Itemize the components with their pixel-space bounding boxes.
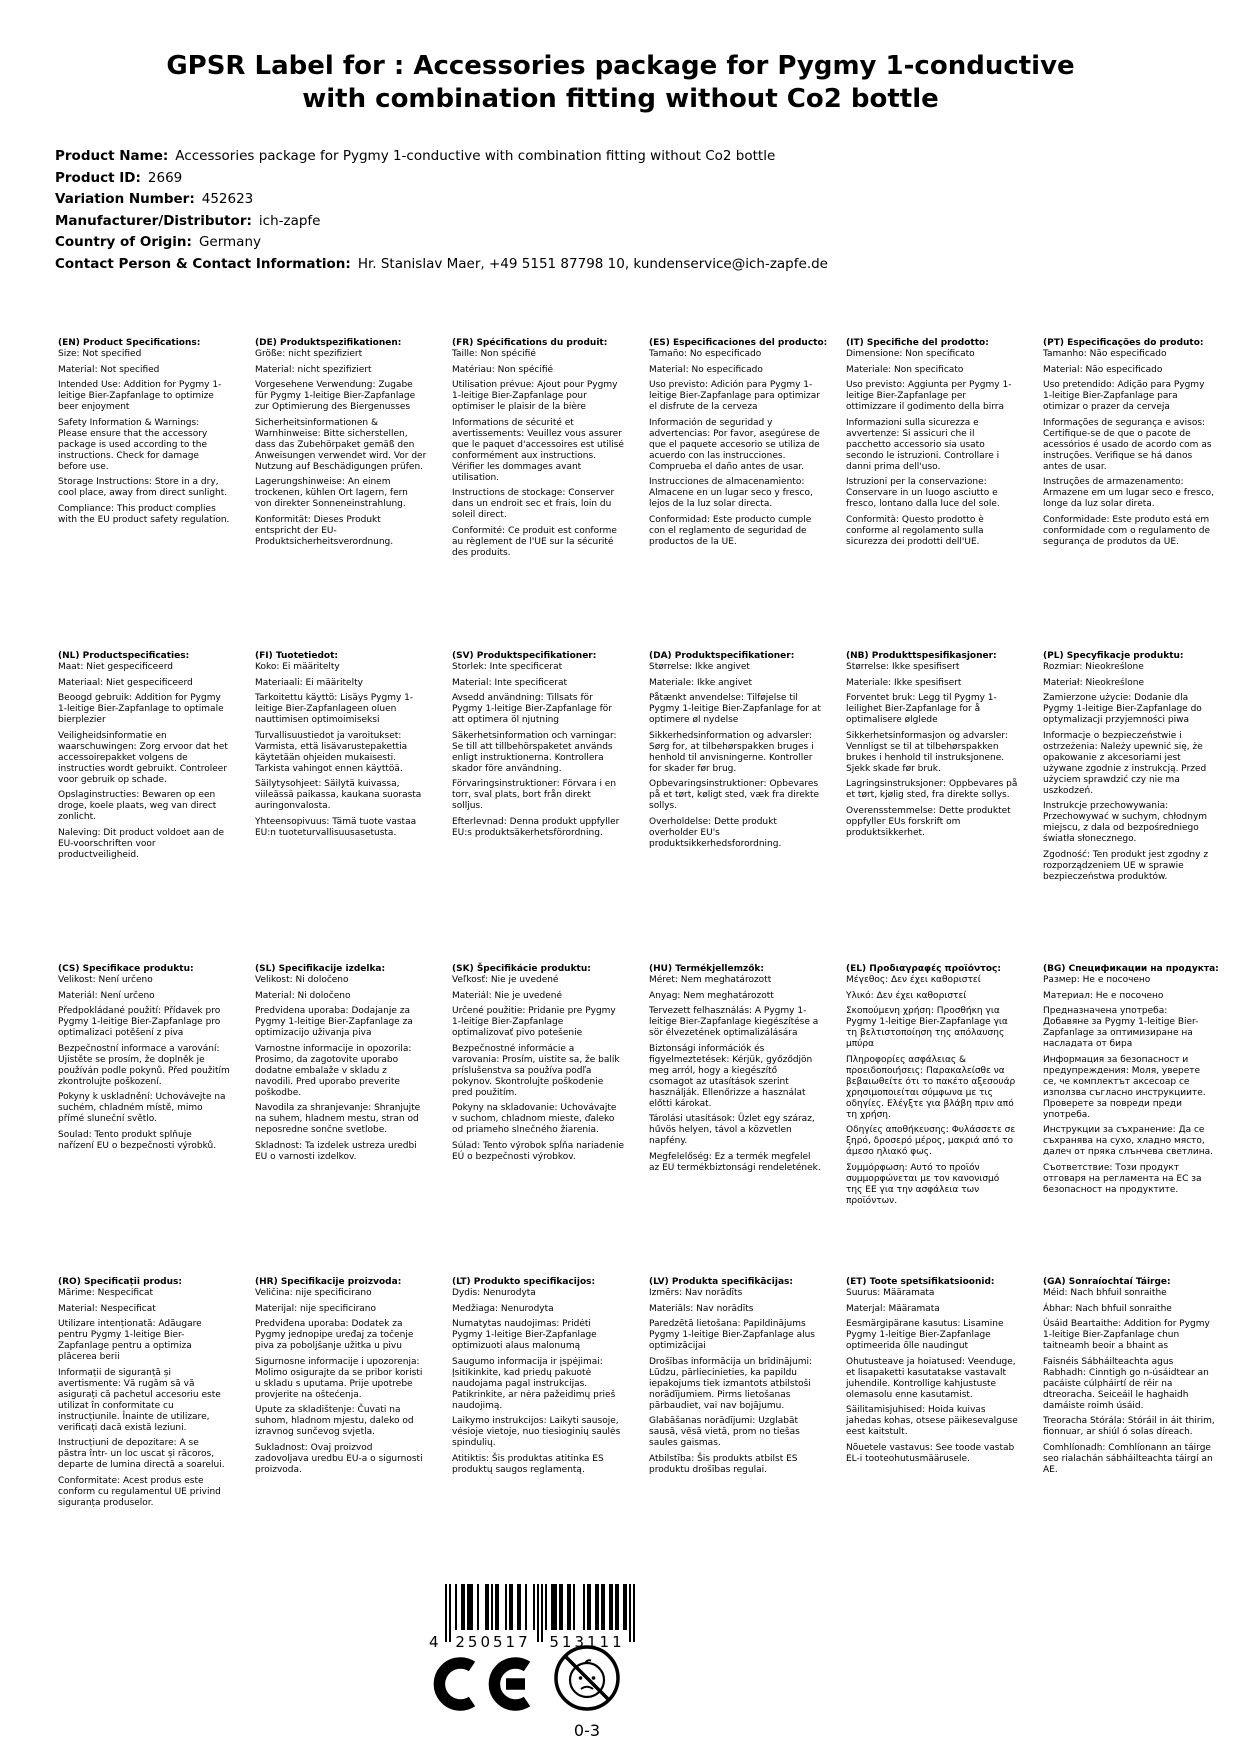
- language-block-bg: [1043, 964, 1219, 1200]
- spec-item: Pokyny k uskladnění: Uchovávejte na suchém, chladném místě, mimo přímé sluneční světlo.: [58, 1092, 226, 1124]
- spec-item: Tamanho: Não especificado: [1043, 349, 1167, 359]
- spec-item: Intended Use: Addition for Pygmy 1-leitige Bier-Zapfanlage to optimize beer enjoyment: [58, 380, 222, 412]
- spec-item: Numatytas naudojimas: Pridėti Pygmy 1-leitige Bier-Zapfanlage optimizuoti alaus malonumą: [452, 1319, 597, 1351]
- spec-item: Faisnéis Sábháilteachta agus Rabhadh: Cinntigh go n-úsáidtear an pacáiste cúlpháirtí de réir na dtreoracha. Seiceáil le haghaidh damáiste roimh úsáid.: [1043, 1356, 1209, 1411]
- spec-item: Uso previsto: Adición para Pygmy 1-leitige Bier-Zapfanlage para optimizar el disfrute de la cerveza: [649, 380, 820, 412]
- spec-item: Utilizare intenționată: Adăugare pentru Pygmy 1-leitige Bier-Zapfanlage pentru a optimiza plăcerea berii: [58, 1319, 202, 1362]
- spec-item: Předpokládané použití: Přídavek pro Pygmy 1-leitige Bier-Zapfanlage pro optimalizaci potěšení z piva: [58, 1006, 221, 1038]
- spec-item: Určené použitie: Pridanie pre Pygmy 1-leitige Bier-Zapfanlage optimalizovať pivo potešenie: [452, 1006, 616, 1038]
- language-block-lv: [649, 1277, 821, 1480]
- spec-item: Overensstemmelse: Dette produktet oppfyller EUs forskrift om produktsikkerhet.: [846, 805, 1011, 838]
- language-block-heading: (EN) Product Specifications:: [58, 338, 201, 348]
- spec-item: Säilitamisjuhised: Hoida kuivas jahedas kohas, otsese päikesevalguse eest kaitstult.: [846, 1405, 1018, 1437]
- spec-item: Informazioni sulla sicurezza e avvertenze: Si assicuri che il pacchetto accessorio sia usato secondo le istruzioni. Controllare i danni prima dell'uso.: [846, 417, 1000, 472]
- spec-item: Megfelelőség: Ez a termék megfelel az EU termékbiztonsági rendeletének.: [649, 1151, 821, 1173]
- spec-item: Material: No especificado: [649, 364, 763, 375]
- barcode-left-digits: 250517: [455, 1633, 531, 1650]
- language-block-heading: (SK) Špecifikácie produktu:: [452, 964, 591, 974]
- spec-item: Yhteensopivuus: Tämä tuote vastaa EU:n tuoteturvallisuusasetusta.: [255, 816, 417, 838]
- spec-item: Material: Not specified: [58, 364, 160, 375]
- product-info-row: [55, 254, 828, 276]
- spec-item: Izmērs: Nav norādīts: [649, 1288, 743, 1298]
- product-info-row: [55, 168, 828, 190]
- spec-item: Súlad: Tento výrobok spĺňa nariadenie EÚ o bezpečnosti výrobkov.: [452, 1140, 625, 1162]
- spec-item: Navodila za shranjevanje: Shranjujte na suhem, hladnem mestu, stran od neposredne sončne svetlobe.: [255, 1103, 421, 1135]
- spec-item: Pokyny na skladovanie: Uchovávajte v suchom, chladnom mieste, ďaleko od priameho slnečného žiarenia.: [452, 1103, 617, 1135]
- product-info-row: [55, 211, 828, 233]
- spec-item: Säilytysohjeet: Säilytä kuivassa, viileässä paikassa, kaukana suorasta auringonvalosta.: [255, 779, 422, 811]
- spec-item: Størrelse: Ikke spesifisert: [846, 662, 960, 672]
- product-info-value: Hr. Stanislav Maer, +49 5151 87798 10, kundenservice@ich-zapfe.de: [357, 255, 828, 272]
- spec-item: Μέγεθος: Δεν έχει καθοριστεί: [846, 975, 981, 985]
- language-block-heading: (NL) Productspecificaties:: [58, 651, 190, 661]
- spec-item: Biztonsági információk és figyelmeztetések: Kérjük, győződjön meg arról, hogy a kiegészítő csomagot az utasítások szerint használják. Ellenőrizze a használat előtti károkat.: [649, 1043, 813, 1109]
- spec-item: Vorgesehene Verwendung: Zugabe für Pygmy 1-leitige Bier-Zapfanlage zur Optimierung des Biergenusses: [255, 380, 416, 412]
- spec-item: Säkerhetsinformation och varningar: Se till att tillbehörspaketet används enligt instruktionerna. Kontrollera skador före användning.: [452, 730, 617, 774]
- age-warning-label: 0-3: [573, 1721, 601, 1740]
- language-block-heading: (HR) Specifikacije proizvoda:: [255, 1277, 402, 1287]
- spec-item: Tervezett felhasználás: A Pygmy 1-leitige Bier-Zapfanlage kiegészítése a sör élvezetének optimalizálására: [649, 1006, 819, 1038]
- spec-item: Méret: Nem meghatározott: [649, 975, 772, 985]
- language-block-nb: [846, 651, 1018, 843]
- language-block-nl: [58, 651, 230, 865]
- spec-item: Taille: Non spécifié: [452, 349, 536, 359]
- spec-item: Instruções de armazenamento: Armazene em um lugar seco e fresco, longe da luz solar direta.: [1043, 477, 1214, 509]
- language-block-heading: (BG) Спецификации на продукта:: [1043, 964, 1219, 974]
- spec-item: Zgodność: Ten produkt jest zgodny z rozporządzeniem UE w sprawie bezpieczeństwa produktów.: [1043, 849, 1209, 882]
- language-block-it: [846, 338, 1018, 552]
- spec-item: Veiligheidsinformatie en waarschuwingen: Zorg ervoor dat het accessoirepakket volgens de instructies wordt gebruikt. Controleer voor gebruik op schade.: [58, 730, 228, 785]
- barcode-prefix-digit: 4: [429, 1633, 439, 1650]
- language-block-heading: (SV) Produktspecifikationer:: [452, 651, 597, 661]
- spec-item: Koko: Ei määritelty: [255, 662, 340, 672]
- language-block-fi: [255, 651, 427, 843]
- language-block-heading: (IT) Specifiche del prodotto:: [846, 338, 989, 348]
- language-block-heading: (NB) Produkttspesifikasjoner:: [846, 651, 997, 661]
- page-title-text: GPSR Label for : Accessories package for Pygmy 1-conductive with combination fitting without Co2 bottle: [166, 51, 1075, 114]
- spec-item: Instrucciones de almacenamiento: Almacene en un lugar seco y fresco, lejos de la luz solar directa.: [649, 477, 813, 509]
- spec-item: Material: Inte specificerat: [452, 677, 568, 688]
- spec-item: Material: Não especificado: [1043, 364, 1163, 375]
- spec-item: Påtænkt anvendelse: Tilføjelse til Pygmy 1-leitige Bier-Zapfanlage for at optimere øl nydelse: [649, 693, 821, 725]
- product-info-value: 2669: [147, 169, 183, 186]
- product-info-label: Country of Origin:: [55, 234, 192, 250]
- spec-item: Laikymo instrukcijos: Laikyti sausoje, vėsioje vietoje, nuo tiesioginių saulės spindulių.: [452, 1416, 621, 1448]
- product-info-row: [55, 189, 828, 211]
- language-block-heading: (DA) Produktspecifikationer:: [649, 651, 795, 661]
- spec-item: Οδηγίες αποθήκευσης: Φυλάσσετε σε ξηρό, δροσερό μέρος, μακριά από το άμεσο ηλιακό φως.: [846, 1125, 1016, 1157]
- spec-item: Uso pretendido: Adição para Pygmy 1-leitige Bier-Zapfanlage para otimizar o prazer da cerveja: [1043, 380, 1205, 412]
- spec-item: Méid: Nach bhfuil sonraithe: [1043, 1288, 1167, 1298]
- spec-item: Material: Nespecificat: [58, 1303, 156, 1314]
- spec-item: Informações de segurança e avisos: Certifique-se de que o pacote de acessórios é usado de acordo com as instruções. Verifique se há danos antes de usar.: [1043, 417, 1212, 472]
- spec-item: Eesmärgipärane kasutus: Lisamine Pygmy 1-leitige Bier-Zapfanlage optimeerida õlle naudingut: [846, 1319, 1004, 1351]
- product-info-value: Germany: [198, 234, 261, 250]
- spec-item: Инструкции за съхранение: Да се съхранява на сухо, хладно място, далеч от пряка слънчева светлина.: [1043, 1125, 1214, 1157]
- spec-item: Material: Ni določeno: [255, 990, 351, 1001]
- product-info-value: 452623: [201, 191, 254, 207]
- spec-item: Información de seguridad y advertencias: Por favor, asegúrese de que el paquete accesorio se utiliza de acuerdo con las instrucciones. Comprueba el daño antes de usar.: [649, 417, 820, 472]
- language-block-heading: (SL) Specifikacije izdelka:: [255, 964, 386, 974]
- spec-item: Materiał: Nieokreślone: [1043, 677, 1144, 688]
- language-block-heading: (FI) Tuotetiedot:: [255, 651, 339, 661]
- language-block-fr: [452, 338, 624, 563]
- language-block-et: [846, 1277, 1018, 1469]
- language-block-heading: (ES) Especificaciones del producto:: [649, 338, 828, 348]
- spec-item: Zamierzone użycie: Dodanie dla Pygmy 1-leitige Bier-Zapfanlage do optymalizacji przyjemności piwa: [1043, 693, 1202, 725]
- spec-item: Materiaali: Ei määritelty: [255, 677, 363, 688]
- spec-item: Saugumo informacija ir įspėjimai: Įsitikinkite, kad priedų pakuotė naudojama pagal instrukcijas. Patikrinkite, ar nėra pažeidimų prieš naudojimą.: [452, 1356, 616, 1411]
- spec-item: Conformidade: Este produto está em conformidade com o regulamento de segurança de produtos da UE.: [1043, 514, 1211, 547]
- spec-item: Conformità: Questo prodotto è conforme al regolamento sulla sicurezza dei prodotti dell'UE.: [846, 514, 984, 547]
- spec-item: Lagringsinstruksjoner: Oppbevares på et tørt, kjølig sted, fra direkte sollys.: [846, 779, 1018, 800]
- spec-item: Mărime: Nespecificat: [58, 1288, 153, 1298]
- spec-item: Sukladnost: Ovaj proizvod zadovoljava uredbu EU-a o sigurnosti proizvoda.: [255, 1442, 423, 1475]
- spec-item: Størrelse: Ikke angivet: [649, 662, 750, 672]
- spec-item: Beoogd gebruik: Addition for Pygmy 1-leitige Bier-Zapfanlage to optimale bierplezier: [58, 693, 224, 725]
- product-info-label: Variation Number:: [55, 191, 195, 207]
- language-block-heading: (HU) Termékjellemzők:: [649, 964, 765, 974]
- spec-item: Storlek: Inte specificerat: [452, 662, 563, 672]
- spec-item: Uso previsto: Aggiunta per Pygmy 1-leitige Bier-Zapfanlage per ottimizzare il godimento della birra: [846, 380, 1012, 412]
- spec-item: Materiale: Ikke spesifisert: [846, 677, 962, 688]
- spec-item: Veličina: nije specificirano: [255, 1288, 372, 1298]
- language-block-heading: (CS) Specifikace produktu:: [58, 964, 194, 974]
- spec-item: Συμμόρφωση: Αυτό το προϊόν συμμορφώνεται με τον κανονισμό της ΕΕ για την ασφάλεια των προϊόντων.: [846, 1162, 1000, 1206]
- product-info-value: ich-zapfe: [258, 212, 321, 229]
- spec-item: Предназначена употреба: Добавяне за Pygmy 1-leitige Bier-Zapfanlage за оптимизиране на насладата от бира: [1043, 1006, 1199, 1049]
- spec-item: Rozmiar: Nieokreślone: [1043, 662, 1144, 672]
- spec-item: Naleving: Dit product voldoet aan de EU-voorschriften voor productveiligheid.: [58, 827, 225, 860]
- language-block-el: [846, 964, 1018, 1211]
- spec-item: Overholdelse: Dette produkt overholder EU's produktsikkerhedsforordning.: [649, 816, 782, 849]
- spec-item: Avsedd användning: Tillsats för Pygmy 1-leitige Bier-Zapfanlage för att optimera öl njutning: [452, 693, 612, 725]
- spec-item: Materiale: Non specificato: [846, 364, 964, 375]
- spec-item: Matériau: Non spécifié: [452, 364, 554, 375]
- language-block-heading: (PT) Especificações do produto:: [1043, 338, 1204, 348]
- spec-item: Materiale: Ikke angivet: [649, 677, 752, 688]
- spec-item: Materiaal: Niet gespecificeerd: [58, 677, 193, 688]
- spec-item: Sigurnosne informacije i upozorenja: Molimo osigurajte da se pribor koristi u skladu s uputama. Prije upotrebe provjerite na oštećenja.: [255, 1356, 423, 1400]
- spec-item: Conformité: Ce produit est conforme au règlement de l'UE sur la sécurité des produits.: [452, 525, 617, 558]
- spec-item: Velikost: Není určeno: [58, 975, 153, 985]
- product-info-row: [55, 146, 828, 168]
- language-block-heading: (EL) Προδιαγραφές προϊόντος:: [846, 964, 1001, 974]
- spec-item: Istruzioni per la conservazione: Conservare in un luogo asciutto e fresco, lontano dalla luce del sole.: [846, 477, 1000, 509]
- product-info-value: Accessories package for Pygmy 1-conductive with combination fitting without Co2 bottle: [175, 148, 776, 164]
- spec-item: Materiál: Nie je uvedené: [452, 990, 563, 1001]
- spec-item: Predviđena uporaba: Dodatek za Pygmy jednopipe uređaj za točenje piva za poboljšanje užitka u pivu: [255, 1319, 414, 1351]
- spec-item: Predvidena uporaba: Dodajanje za Pygmy 1-leitige Bier-Zapfanlage za optimizacijo uživanja piva: [255, 1006, 413, 1038]
- spec-item: Bezpečnostní informace a varování: Ujistěte se prosím, že doplněk je používán podle pokynů. Před použitím zkontrolujte poškození.: [58, 1043, 230, 1087]
- spec-item: Opbevaringsinstruktioner: Opbevares på et tørt, køligt sted, væk fra direkte sollys.: [649, 779, 820, 811]
- spec-item: Dydis: Nenurodyta: [452, 1288, 536, 1298]
- spec-item: Velikost: Ni določeno: [255, 975, 349, 985]
- spec-item: Tárolási utasítások: Üzlet egy száraz, hűvös helyen, távol a közvetlen napfény.: [649, 1114, 815, 1146]
- spec-item: Πληροφορίες ασφάλειας & προειδοποιήσεις: Παρακαλείσθε να βεβαιωθείτε ότι το πακέτο αξεσουάρ χρησιμοποιείται σύμφωνα με τις οδηγίες. Ελέγξτε για βλάβη πριν από τη χρήση.: [846, 1054, 1016, 1120]
- spec-item: Glabāšanas norādījumi: Uzglabāt sausā, vēsā vietā, prom no tiešas saules gaismas.: [649, 1416, 800, 1448]
- spec-item: Materjal: Määramata: [846, 1303, 940, 1314]
- spec-item: Maat: Niet gespecificeerd: [58, 662, 173, 672]
- product-info-label: Contact Person & Contact Information:: [55, 255, 351, 272]
- spec-item: Veľkosť: Nie je uvedené: [452, 975, 559, 985]
- product-info-label: Product ID:: [55, 169, 141, 186]
- spec-item: Informations de sécurité et avertissements: Veuillez vous assurer que le paquet d'accessoires est utilisé conformément aux instructions. Vérifier les dommages avant utilisation.: [452, 417, 624, 483]
- spec-item: Informații de siguranță și avertismente: Vă rugăm să vă asigurați că pachetul accesoriu este utilizat în conformitate cu instrucțiunile. Înainte de utilizare, verificați dacă există leziuni.: [58, 1367, 221, 1433]
- language-block-heading: (LT) Produkto specifikacijos:: [452, 1277, 596, 1287]
- spec-item: Compliance: This product complies with the EU product safety regulation.: [58, 503, 230, 525]
- spec-item: Ábhar: Nach bhfuil sonraithe: [1043, 1303, 1172, 1314]
- language-block-sk: [452, 964, 624, 1167]
- spec-item: Größe: nicht spezifiziert: [255, 349, 363, 359]
- language-block-sl: [255, 964, 427, 1167]
- spec-item: Σκοπούμενη χρήση: Προσθήκη για Pygmy 1-leitige Bier-Zapfanlage για τη βελτιστοποίηση της απόλαυσης μπύρα: [846, 1006, 1008, 1049]
- spec-item: Informacje o bezpieczeństwie i ostrzeżenia: Należy upewnić się, że opakowanie z akcesoriami jest używane zgodnie z instrukcją. Przed użyciem sprawdzić czy nie ma uszkodzeń.: [1043, 730, 1207, 796]
- spec-item: Lagerungshinweise: An einem trockenen, kühlen Ort lagern, fern von direkter Sonneneinstrahlung.: [255, 477, 408, 509]
- spec-item: Comhlíonadh: Comhlíonann an táirge seo rialachán sábháilteachta táirgí an AE.: [1043, 1442, 1213, 1475]
- spec-item: Paredzētā lietošana: Papildinājums Pygmy 1-leitige Bier-Zapfanlage alus optimizācijai: [649, 1319, 815, 1351]
- spec-item: Opslaginstructies: Bewaren op een droge, koele plaats, weg van direct zonlicht.: [58, 790, 217, 822]
- spec-item: Turvallisuustiedot ja varoitukset: Varmista, että lisävarustepakettia käytetään ohjeiden mukaisesti. Tarkista vahingot ennen käyttöä.: [255, 730, 408, 774]
- spec-item: Size: Not specified: [58, 349, 142, 359]
- language-specs-grid: [58, 338, 1219, 1590]
- spec-item: Upute za skladištenje: Čuvati na suhom, hladnom mjestu, daleko od izravnog sunčevog svjetla.: [255, 1405, 414, 1437]
- spec-item: Materiál: Není určeno: [58, 990, 155, 1001]
- spec-item: Размер: Не е посочено: [1043, 975, 1151, 985]
- spec-item: Instructions de stockage: Conserver dans un endroit sec et frais, loin du soleil direct.: [452, 488, 615, 520]
- language-block-heading: (PL) Specyfikacje produktu:: [1043, 651, 1184, 661]
- spec-item: Dimensione: Non specificato: [846, 349, 975, 359]
- spec-item: Suurus: Määramata: [846, 1288, 935, 1298]
- spec-item: Tamaño: No especificado: [649, 349, 762, 359]
- language-block-lt: [452, 1277, 624, 1480]
- product-info-label: Manufacturer/Distributor:: [55, 212, 252, 229]
- spec-item: Material: nicht spezifiziert: [255, 364, 372, 375]
- spec-item: Bezpečnostné informácie a varovania: Prosím, uistite sa, že balík príslušenstva sa používa podľa pokynov. Skontrolujte poškodenie pred použitím.: [452, 1043, 620, 1098]
- spec-item: Materijal: nije specificirano: [255, 1303, 376, 1314]
- language-block-heading: (ET) Toote spetsifikatsioonid:: [846, 1277, 995, 1287]
- language-block-da: [649, 651, 821, 854]
- spec-item: Съответствие: Този продукт отговаря на регламента на ЕС за безопасност на продуктите.: [1043, 1162, 1202, 1195]
- spec-item: Ohutusteave ja hoiatused: Veenduge, et lisapaketti kasutatakse vastavalt juhendile. Kontrollige kahjustuste olemasolu enne kasutamist.: [846, 1356, 1016, 1400]
- spec-item: Materiāls: Nav norādīts: [649, 1303, 754, 1314]
- language-block-es: [649, 338, 828, 552]
- spec-item: Информация за безопасност и предупреждения: Моля, уверете се, че комплектът аксесоар се използва съгласно инструкциите. Проверете за повреди преди употреба.: [1043, 1054, 1206, 1120]
- spec-item: Skladnost: Ta izdelek ustreza uredbi EU o varnosti izdelkov.: [255, 1140, 417, 1162]
- language-block-heading: (GA) Sonraíochtaí Táirge:: [1043, 1277, 1171, 1287]
- age-warning-0-3-icon: [548, 1640, 626, 1746]
- language-block-en: [58, 338, 230, 530]
- language-block-ro: [58, 1277, 230, 1513]
- language-block-heading: (RO) Specificații produs:: [58, 1277, 182, 1287]
- spec-item: Konformität: Dieses Produkt entspricht der EU-Produktsicherheitsverordnung.: [255, 514, 394, 547]
- spec-item: Safety Information & Warnings: Please ensure that the accessory package is used according to the instructions. Check for damage before use.: [58, 417, 208, 472]
- language-block-cs: [58, 964, 230, 1156]
- page-title: [0, 50, 1241, 116]
- spec-item: Medžiaga: Nenurodyta: [452, 1303, 554, 1314]
- language-block-heading: (LV) Produkta specifikācijas:: [649, 1277, 793, 1287]
- spec-item: Sicherheitsinformationen & Warnhinweise: Bitte sicherstellen, dass das Zubehörpaket gemäß den Anweisungen verwendet wird. Vor der Nutzung auf Beschädigungen prüfen.: [255, 417, 427, 472]
- language-block-heading: (FR) Spécifications du produit:: [452, 338, 608, 348]
- spec-item: Storage Instructions: Store in a dry, cool place, away from direct sunlight.: [58, 477, 228, 498]
- spec-item: Atbilstība: Šis produkts atbilst ES produktu drošības regulai.: [649, 1453, 798, 1475]
- spec-item: Soulad: Tento produkt splňuje nařízení EU o bezpečnosti výrobků.: [58, 1129, 217, 1151]
- spec-item: Sikkerhedsinformation og advarsler: Sørg for, at tilbehørspakken bruges i henhold til anvisningerne. Kontroller for skader før brug.: [649, 730, 814, 774]
- language-block-de: [255, 338, 427, 552]
- spec-item: Instrukcje przechowywania: Przechowywać w suchym, chłodnym miejscu, z dala od bezpośredniego światła słonecznego.: [1043, 801, 1208, 844]
- spec-item: Conformitate: Acest produs este conform cu regulamentul UE privind siguranța produselor.: [58, 1475, 221, 1508]
- language-block-pl: [1043, 651, 1215, 887]
- spec-item: Efterlevnad: Denna produkt uppfyller EU:s produktsäkerhetsförordning.: [452, 816, 620, 838]
- spec-item: Материал: Не е посочено: [1043, 990, 1164, 1001]
- product-info-section: [55, 146, 828, 275]
- spec-item: Υλικό: Δεν έχει καθοριστεί: [846, 990, 967, 1001]
- language-block-heading: (DE) Produktspezifikationen:: [255, 338, 402, 348]
- language-block-pt: [1043, 338, 1215, 552]
- language-block-sv: [452, 651, 624, 843]
- ce-mark-icon: [433, 1656, 533, 1716]
- barcode-right-digits: 513111: [549, 1633, 625, 1650]
- spec-item: Varnostne informacije in opozorila: Prosimo, da zagotovite uporabo dodatne embalaže v skladu z navodili. Pred uporabo preverite poškodbe.: [255, 1043, 412, 1098]
- spec-item: Förvaringsinstruktioner: Förvara i en torr, sval plats, bort från direkt solljus.: [452, 779, 617, 811]
- language-block-ga: [1043, 1277, 1215, 1480]
- product-info-row: [55, 232, 828, 254]
- language-block-hu: [649, 964, 821, 1178]
- spec-item: Nõuetele vastavus: See toode vastab EL-i tooteohutusmäärusele.: [846, 1442, 1015, 1464]
- spec-item: Úsáid Beartaithe: Addition for Pygmy 1-leitige Bier-Zapfanlage chun taitneamh beoir a bhaint as: [1043, 1319, 1210, 1351]
- spec-item: Sikkerhetsinformasjon og advarsler: Vennligst se til at tilbehørspakken brukes i henhold til instruksjonene. Sjekk skade før bruk.: [846, 730, 1008, 774]
- spec-item: Anyag: Nem meghatározott: [649, 990, 774, 1001]
- spec-item: Treoracha Stórála: Stóráil in áit thirim, fionnuar, ar shiúl ó solas díreach.: [1043, 1416, 1215, 1437]
- spec-item: Conformidad: Este producto cumple con el reglamento de seguridad de productos de la UE.: [649, 514, 812, 547]
- product-info-label: Product Name:: [55, 148, 169, 164]
- language-block-hr: [255, 1277, 427, 1480]
- spec-item: Instrucțiuni de depozitare: A se păstra într- un loc uscat și răcoros, departe de lumina directă a soarelui.: [58, 1438, 225, 1470]
- spec-item: Utilisation prévue: Ajout pour Pygmy 1-leitige Bier-Zapfanlage pour optimiser le plaisir de la bière: [452, 380, 618, 412]
- spec-item: Forventet bruk: Legg til Pygmy 1-leilighet Bier-Zapfanlage for å optimalisere ølglede: [846, 693, 997, 725]
- spec-item: Tarkoitettu käyttö: Lisäys Pygmy 1-leitige Bier-Zapfanlageen oluen nauttimisen optimoimiseksi: [255, 693, 414, 725]
- spec-item: Drošības informācija un brīdinājumi: Lūdzu, pārliecinieties, ka papildu iepakojums tiek izmantots atbilstoši norādījumiem. Pirms lietošanas pārbaudiet, vai nav bojājumu.: [649, 1356, 813, 1411]
- spec-item: Atitiktis: Šis produktas atitinka ES produktų saugos reglamentą.: [452, 1453, 604, 1475]
